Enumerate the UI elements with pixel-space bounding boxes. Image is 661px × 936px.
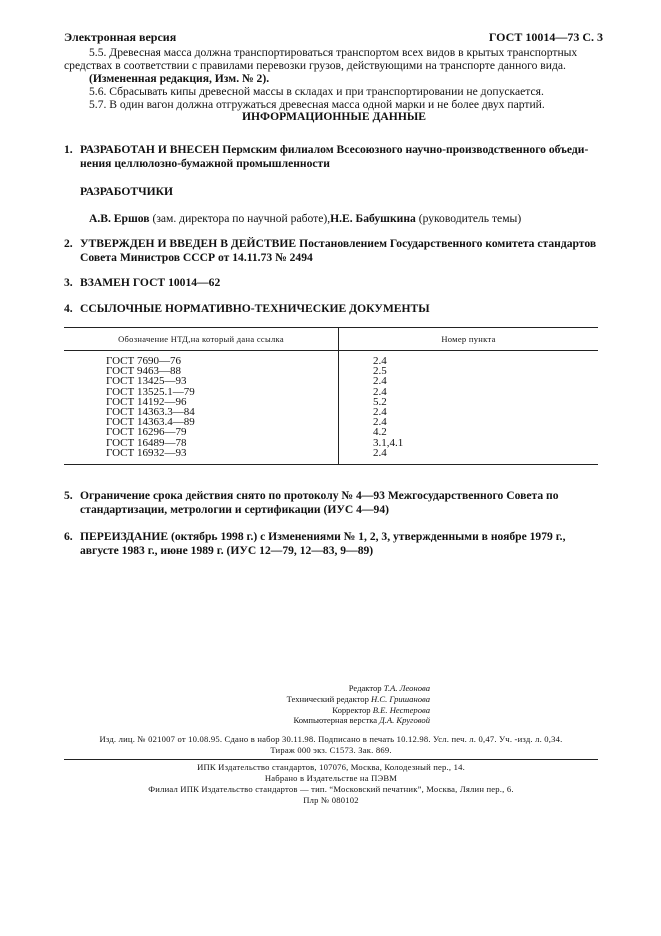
section-1-text-line2: нения целлюлозно-бумажной промышленности: [80, 156, 330, 170]
table-cell-document: ГОСТ 16489—78: [64, 438, 339, 448]
imprint-line-5: Филиал ИПК Издательство стандартов — тип. “Московский печатник”, Москва, Лялин пер., 6.: [148, 784, 514, 794]
section-5: [64, 489, 604, 516]
imprint-line-3: ИПК Издательство стандартов, 107076, Москва, Колодезный пер., 14.: [197, 762, 465, 772]
table-cell-document: ГОСТ 13525.1—79: [64, 387, 339, 397]
table-cell-clause: 2.5: [373, 365, 387, 378]
section-1: [64, 143, 604, 170]
paragraph-5-5-edit-note: (Измененная редакция, Изм. № 2).: [89, 72, 270, 85]
credit-tech-editor: [190, 694, 430, 705]
credit-tech-name: Н.С. Гришанова: [371, 693, 430, 704]
table-cell-clause: 2.4: [373, 375, 387, 388]
developers-list: [89, 212, 609, 225]
section-5-number: 5.: [64, 489, 73, 502]
table-cell-clause: 2.4: [339, 448, 599, 465]
section-2-text-line2: Совета Министров СССР от 14.11.73 № 2494: [80, 250, 313, 264]
table-cell-document: ГОСТ 13425—93: [64, 376, 339, 386]
credit-editor-label: Редактор: [348, 683, 382, 693]
paragraph-5-5-line1: 5.5. Древесная масса должна транспортироваться транспортом всех видов в крытых транспортных: [89, 46, 578, 59]
credit-layout-label: Компьютерная верстка: [293, 715, 378, 726]
paragraph-5-5-line2: средствах в соответствии с правилами перевозки грузов, действующими на транспорте данного вида.: [64, 59, 566, 72]
credit-editor: [190, 683, 430, 694]
imprint-line-6: Плр № 080102: [303, 795, 359, 805]
table-row: [64, 448, 598, 465]
section-3-number: 3.: [64, 276, 73, 289]
table-header-clause: Номер пункта: [339, 328, 599, 351]
imprint-line-2: Тираж 000 экз. С1573. Зак. 869.: [270, 745, 392, 755]
credit-editor-name: Т.А. Леонова: [383, 683, 430, 693]
info-data-title: ИНФОРМАЦИОННЫЕ ДАННЫЕ: [242, 110, 426, 123]
table-cell-clause: 2.4: [373, 355, 387, 367]
section-5-text-line1: Ограничение срока действия снято по протоколу № 4—93 Межгосударственного Совета по: [80, 489, 559, 502]
credit-layout: [190, 715, 430, 726]
header-electronic-version: Электронная версия: [64, 30, 177, 44]
table-cell-document: ГОСТ 7690—76: [64, 351, 339, 367]
table-cell-clause: 5.2: [373, 395, 387, 408]
section-2-lead: УТВЕРЖДЕН И ВВЕДЕН В ДЕЙСТВИЕ: [80, 237, 297, 250]
section-3-text: ВЗАМЕН ГОСТ 10014—62: [80, 276, 221, 289]
section-6-text-line1: ПЕРЕИЗДАНИЕ (октябрь 1998 г.) с Изменениями № 1, 2, 3, утвержденными в ноябре 1979 г.,: [80, 530, 566, 543]
table-cell-document: ГОСТ 16932—93: [64, 448, 339, 465]
credits-block: [190, 683, 430, 726]
paragraph-5-7: 5.7. В один вагон должна отгружаться древесная масса одной марки и не более двух партий.: [89, 98, 545, 111]
section-1-number: 1.: [64, 143, 73, 156]
credit-corr-label: Корректор: [332, 704, 371, 715]
credit-corrector: [190, 705, 430, 716]
table-cell-clause: 2.4: [373, 385, 387, 398]
section-4-number: 4.: [64, 302, 73, 315]
section-6-number: 6.: [64, 530, 73, 543]
table-cell-document: ГОСТ 9463—88: [64, 366, 339, 376]
table-row: [64, 351, 598, 367]
section-2-number: 2.: [64, 237, 73, 250]
section-1-text-line1: Пермским филиалом Всесоюзного научно-производственного объеди-: [222, 143, 589, 156]
imprint-divider: [64, 759, 598, 760]
developers-title: РАЗРАБОТЧИКИ: [80, 185, 174, 198]
section-2-text-line1: Постановлением Государственного комитета стандартов: [299, 237, 597, 250]
developer-2-name: Н.Е. Бабушкина: [330, 212, 416, 225]
table-cell-clause: 2.4: [373, 406, 387, 419]
credit-layout-name: Д.А. Круговой: [379, 715, 430, 726]
section-1-lead: РАЗРАБОТАН И ВНЕСЕН: [80, 143, 220, 156]
credit-tech-label: Технический редактор: [286, 693, 369, 704]
section-6-text-line2: августе 1983 г., июне 1989 г. (ИУС 12—79, 12—83, 9—89): [80, 543, 374, 557]
section-4-text: ССЫЛОЧНЫЕ НОРМАТИВНО-ТЕХНИЧЕСКИЕ ДОКУМЕНТЫ: [80, 302, 430, 315]
credit-corr-name: В.Е. Нестерова: [372, 704, 430, 715]
table-cell-document: ГОСТ 14192—96: [64, 397, 339, 407]
table-header-document: Обозначение НТД,на который дана ссылка: [64, 328, 339, 351]
table-cell-clause: 2.4: [373, 416, 387, 429]
section-6: [64, 530, 604, 557]
table-cell-clause: 4.2: [373, 426, 387, 439]
reference-documents-table: [64, 327, 598, 465]
section-2: [64, 237, 604, 264]
table-cell-document: ГОСТ 16296—79: [64, 427, 339, 437]
imprint-line-4: Набрано в Издательстве на ПЭВМ: [264, 773, 398, 783]
table-cell-clause: 3.1,4.1: [373, 436, 404, 449]
table-cell-document: ГОСТ 14363.3—84: [64, 407, 339, 417]
paragraph-5-6: 5.6. Сбрасывать кипы древесной массы в складах и при транспортировании не допускается.: [89, 85, 544, 98]
developer-2-role: (руководитель темы): [418, 212, 522, 225]
developer-1-name: А.В. Ершов: [89, 212, 150, 225]
table-header-row: [64, 328, 598, 351]
developer-1-role: (зам. директора по научной работе),: [152, 212, 331, 225]
section-5-text-line2: стандартизации, метрологии и сертификации (ИУС 4—94): [80, 502, 390, 516]
section-3: [64, 276, 604, 290]
section-4: [64, 302, 604, 316]
header-standard-page: ГОСТ 10014—73 С. 3: [488, 30, 603, 44]
imprint-line-1: Изд. лиц. № 021007 от 10.08.95. Сдано в набор 30.11.98. Подписано в печать 10.12.98. Усл. печ. л. 0,47. Уч. -изд. л. 0,34.: [99, 734, 563, 744]
table-cell-document: ГОСТ 14363.4—89: [64, 417, 339, 427]
